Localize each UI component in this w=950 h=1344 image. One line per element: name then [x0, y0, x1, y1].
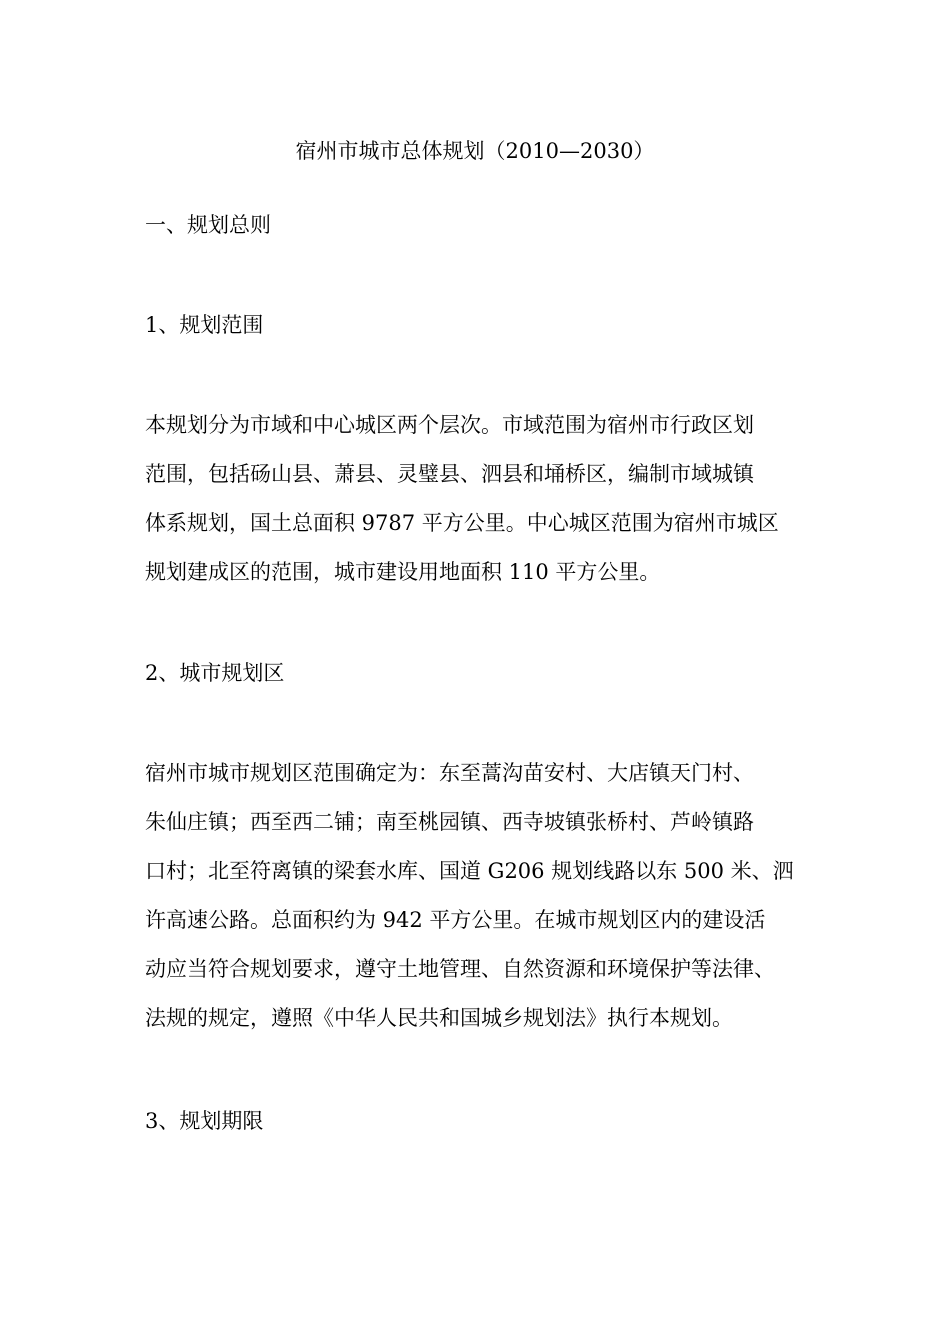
subsection-heading-planning-area: 2、城市规划区: [145, 661, 285, 685]
section-heading-general: 一、规划总则: [145, 213, 271, 237]
paragraph-scope: [145, 410, 825, 606]
paragraph-line: 体系规划，国土总面积 9787 平方公里。中心城区范围为宿州市城区: [145, 511, 779, 535]
subsection-heading-scope: 1、规划范围: [145, 313, 264, 337]
subsection-heading-planning-period: 3、规划期限: [145, 1109, 264, 1133]
paragraph-line: 本规划分为市域和中心城区两个层次。市域范围为宿州市行政区划: [145, 413, 754, 437]
paragraph-planning-area: [145, 758, 825, 1052]
document-title: 宿州市城市总体规划（2010—2030）: [295, 139, 655, 163]
paragraph-line: 朱仙庄镇；西至西二铺；南至桃园镇、西寺坡镇张桥村、芦岭镇路: [145, 810, 754, 834]
paragraph-line: 范围，包括砀山县、萧县、灵璧县、泗县和埇桥区，编制市域城镇: [145, 462, 754, 486]
paragraph-line: 法规的规定，遵照《中华人民共和国城乡规划法》执行本规划。: [145, 1006, 733, 1030]
paragraph-line: 许高速公路。总面积约为 942 平方公里。在城市规划区内的建设活: [145, 908, 766, 932]
paragraph-line: 宿州市城市规划区范围确定为：东至蒿沟苗安村、大店镇天门村、: [145, 761, 754, 785]
paragraph-line: 规划建成区的范围，城市建设用地面积 110 平方公里。: [145, 560, 661, 584]
paragraph-line: 动应当符合规划要求，遵守土地管理、自然资源和环境保护等法律、: [145, 957, 775, 981]
paragraph-line: 口村；北至符离镇的梁套水库、国道 G206 规划线路以东 500 米、泗: [145, 859, 794, 883]
